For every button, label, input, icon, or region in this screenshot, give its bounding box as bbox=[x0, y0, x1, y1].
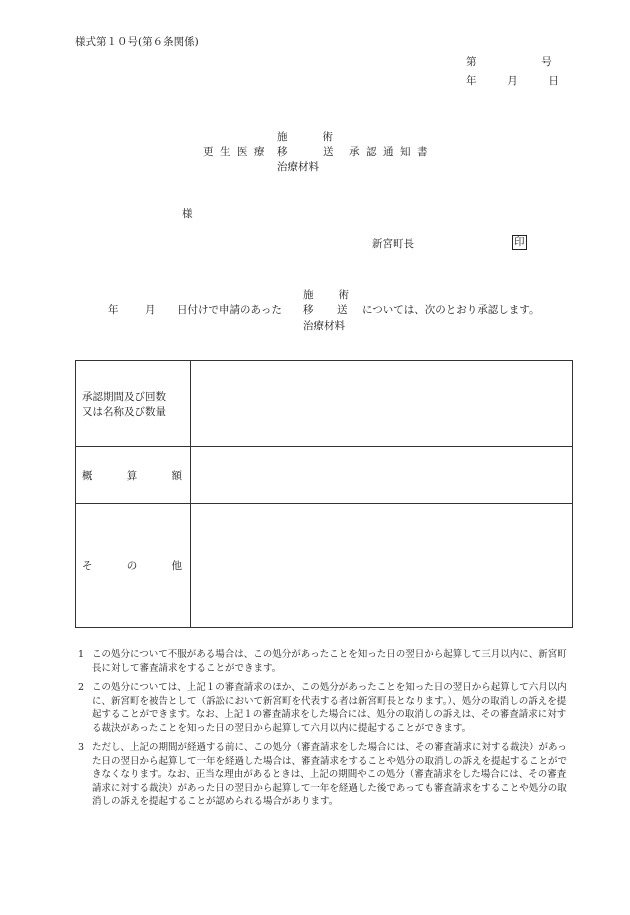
row-value-period[interactable] bbox=[191, 361, 573, 447]
date-year: 年 bbox=[466, 75, 477, 87]
body-upper-char: 施 bbox=[303, 289, 314, 301]
seal-mark: 印 bbox=[514, 236, 525, 248]
note-text: この処分については、上記１の審査請求のほか、この処分があったことを知った日の翌日から起算して六月以内に、新宮町を被告として（訴訟において新宮町を代表する者は新宮町長となります。）、処分の取消しの訴えを提起することができます。なお、上記１の審査請求をした場合には、処分の取消しの訴えは、その審査請求に対する裁決があったことを知った日の翌日から起算して六月以内に提起することができます。 bbox=[92, 682, 567, 734]
row-label-amount bbox=[76, 447, 191, 504]
title-upper bbox=[277, 129, 333, 144]
body-suffix: については、次のとおり承認します。 bbox=[362, 304, 540, 316]
row-label-other bbox=[76, 504, 191, 628]
note-text: この処分について不服がある場合は、この処分があったことを知った日の翌日から起算して三月以内に、新宮町長に対して審査請求をすることができます。 bbox=[92, 649, 567, 674]
document-number bbox=[466, 54, 552, 69]
title-char: 認 bbox=[366, 146, 377, 158]
note-number: 3 bbox=[78, 742, 85, 753]
title-upper-char: 術 bbox=[322, 131, 333, 143]
addressee-honorific: 様 bbox=[182, 208, 193, 220]
form-label: 様式第１０号(第６条関係) bbox=[75, 36, 199, 48]
body-year: 年 bbox=[108, 304, 119, 316]
row-label-char: 他 bbox=[171, 560, 182, 572]
note-item bbox=[78, 681, 568, 735]
sender-name: 新宮町長 bbox=[372, 238, 414, 250]
number-suffix: 号 bbox=[541, 56, 552, 68]
table-row bbox=[76, 504, 573, 628]
row-label-char: 額 bbox=[171, 469, 182, 482]
date-day: 日 bbox=[548, 75, 559, 87]
body-middle-1: 移 bbox=[303, 304, 314, 316]
row-label-char: 概 bbox=[82, 469, 93, 482]
approval-table bbox=[75, 360, 573, 628]
title-char: 通 bbox=[383, 146, 394, 158]
note-number: 2 bbox=[78, 682, 85, 693]
row-label-line: 又は名称及び数量 bbox=[82, 405, 166, 418]
row-value-other[interactable] bbox=[191, 504, 573, 628]
body-upper bbox=[303, 287, 349, 302]
table-row bbox=[76, 361, 573, 447]
body-month: 月 bbox=[145, 304, 156, 316]
title-char: 移 bbox=[277, 146, 288, 158]
note-item bbox=[78, 648, 568, 675]
row-value-amount[interactable] bbox=[191, 447, 573, 504]
note-number: 1 bbox=[78, 649, 85, 660]
note-item bbox=[78, 741, 568, 809]
number-prefix: 第 bbox=[466, 56, 477, 68]
title-char: 承 bbox=[349, 146, 360, 158]
date-month: 月 bbox=[507, 75, 518, 87]
title-upper-char: 施 bbox=[277, 131, 288, 143]
title-char: 送 bbox=[323, 146, 334, 158]
document-date bbox=[466, 73, 559, 88]
row-label-char: の bbox=[126, 560, 138, 572]
row-label-char: そ bbox=[82, 560, 93, 572]
body-prefix: 日付けで申請のあった bbox=[177, 304, 282, 316]
title-char: 書 bbox=[417, 146, 428, 158]
title-char: 知 bbox=[400, 146, 411, 158]
title-lower: 治療材料 bbox=[277, 161, 319, 173]
title-char: 療 bbox=[254, 146, 265, 158]
notes-section bbox=[78, 648, 568, 815]
note-text: ただし、上記の期間が経過する前に、この処分（審査請求をした場合には、その審査請求に対する裁決）があった日の翌日から起算して一年を経過した場合は、審査請求をすることや処分の取消しの訴えを提起することができなくなります。なお、正当な理由があるときは、上記の期間やこの処分（審査請求をした場合には、その審査請求に対する裁決）があった日の翌日から起算して一年を経過した後であっても審査請求をすることや処分の取消しの訴えを提起することが認められる場合があります。 bbox=[92, 742, 568, 807]
title-char: 生 bbox=[220, 146, 231, 158]
title-char: 医 bbox=[237, 146, 248, 158]
table-row bbox=[76, 447, 573, 504]
body-middle-2: 送 bbox=[337, 304, 348, 316]
body-lower: 治療材料 bbox=[303, 320, 345, 332]
body-upper-char: 術 bbox=[338, 289, 349, 301]
row-label-period bbox=[76, 361, 191, 447]
title-main bbox=[203, 144, 433, 158]
row-label-line: 承認期間及び回数 bbox=[82, 390, 166, 403]
title-char: 更 bbox=[203, 146, 214, 158]
row-label-char: 算 bbox=[126, 469, 138, 482]
